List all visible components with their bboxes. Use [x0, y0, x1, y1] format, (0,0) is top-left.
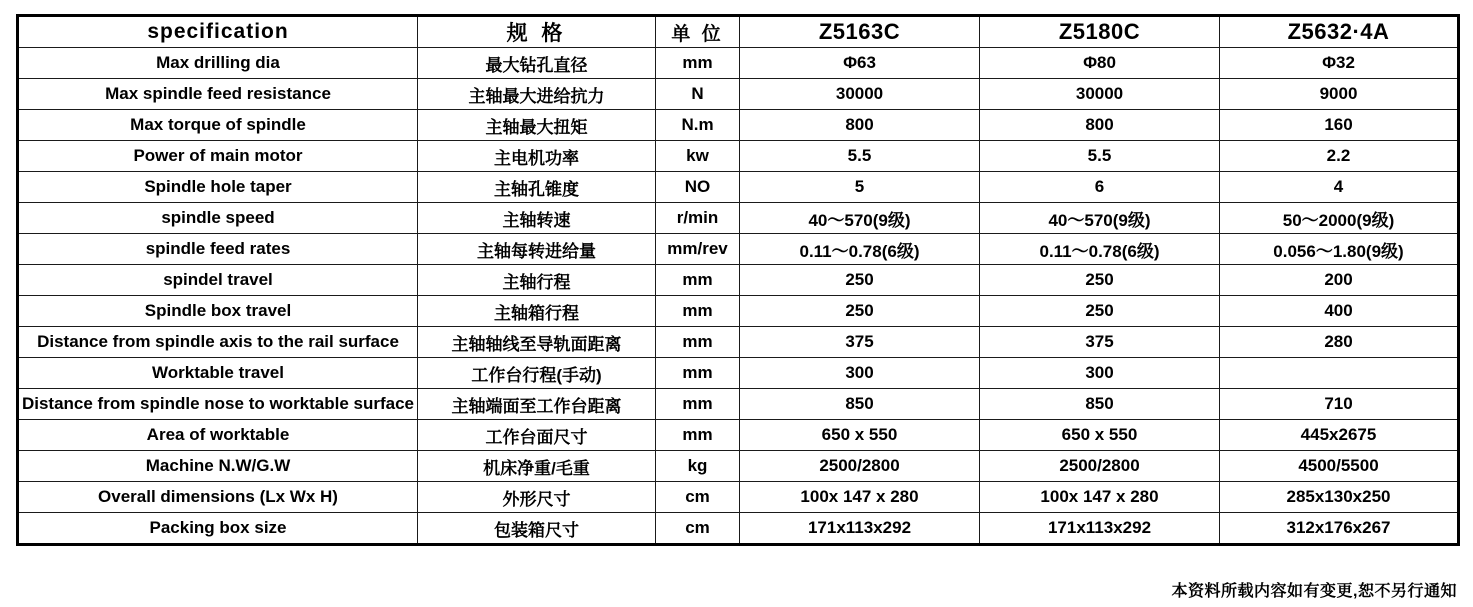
row-label-en: spindle speed — [18, 203, 418, 234]
row-value-model-2: 0.11～0.78(6级) — [980, 234, 1220, 265]
row-value-model-3: 710 — [1220, 389, 1459, 420]
row-value-model-2: 250 — [980, 265, 1220, 296]
row-label-cn: 主轴轴线至导轨面距离 — [418, 327, 656, 358]
row-label-en: spindel travel — [18, 265, 418, 296]
row-unit: r/min — [656, 203, 740, 234]
row-value-model-1: 2500/2800 — [740, 451, 980, 482]
row-value-model-1: 375 — [740, 327, 980, 358]
row-unit: N.m — [656, 110, 740, 141]
row-label-cn: 包装箱尺寸 — [418, 513, 656, 545]
row-value-model-1: 0.11～0.78(6级) — [740, 234, 980, 265]
row-value-model-3: 50～2000(9级) — [1220, 203, 1459, 234]
row-value-model-3: 200 — [1220, 265, 1459, 296]
row-value-model-3: 285x130x250 — [1220, 482, 1459, 513]
row-value-model-3: 312x176x267 — [1220, 513, 1459, 545]
row-label-cn: 最大钻孔直径 — [418, 48, 656, 79]
table-row — [18, 48, 1459, 79]
row-unit: mm — [656, 296, 740, 327]
row-label-en: Machine N.W/G.W — [18, 451, 418, 482]
row-value-model-3: 280 — [1220, 327, 1459, 358]
row-label-en: Overall dimensions (Lx Wx H) — [18, 482, 418, 513]
row-value-model-3: 4 — [1220, 172, 1459, 203]
row-label-en: Max drilling dia — [18, 48, 418, 79]
row-unit: N — [656, 79, 740, 110]
row-value-model-1: 250 — [740, 265, 980, 296]
row-value-model-1: 30000 — [740, 79, 980, 110]
row-value-model-1: 250 — [740, 296, 980, 327]
row-label-en: Power of main motor — [18, 141, 418, 172]
row-value-model-2: 2500/2800 — [980, 451, 1220, 482]
specification-table — [16, 14, 1460, 546]
table-row — [18, 513, 1459, 545]
row-value-model-3: 445x2675 — [1220, 420, 1459, 451]
table-row — [18, 451, 1459, 482]
row-label-cn: 工作台行程(手动) — [418, 358, 656, 389]
row-value-model-2: 375 — [980, 327, 1220, 358]
row-value-model-2: 100x 147 x 280 — [980, 482, 1220, 513]
table-row — [18, 265, 1459, 296]
row-label-cn: 外形尺寸 — [418, 482, 656, 513]
row-value-model-2: 650 x 550 — [980, 420, 1220, 451]
row-label-cn: 主轴箱行程 — [418, 296, 656, 327]
table-row — [18, 234, 1459, 265]
row-value-model-2: 800 — [980, 110, 1220, 141]
row-label-en: spindle feed rates — [18, 234, 418, 265]
row-value-model-2: 171x113x292 — [980, 513, 1220, 545]
row-unit: cm — [656, 513, 740, 545]
header-row — [18, 16, 1459, 48]
row-label-cn: 主电机功率 — [418, 141, 656, 172]
table-row — [18, 79, 1459, 110]
row-value-model-3: Φ32 — [1220, 48, 1459, 79]
row-label-cn: 机床净重/毛重 — [418, 451, 656, 482]
table-row — [18, 420, 1459, 451]
column-header-specification-cn: 规 格 — [418, 16, 656, 48]
table-row — [18, 296, 1459, 327]
row-label-en: Distance from spindle axis to the rail surface — [18, 327, 418, 358]
table-row — [18, 141, 1459, 172]
table-row — [18, 358, 1459, 389]
table-row — [18, 327, 1459, 358]
row-unit: cm — [656, 482, 740, 513]
row-label-en: Area of worktable — [18, 420, 418, 451]
row-unit: mm — [656, 265, 740, 296]
row-value-model-1: 650 x 550 — [740, 420, 980, 451]
row-value-model-3: 4500/5500 — [1220, 451, 1459, 482]
row-label-cn: 主轴每转进给量 — [418, 234, 656, 265]
row-value-model-1: 100x 147 x 280 — [740, 482, 980, 513]
row-value-model-1: 5 — [740, 172, 980, 203]
row-label-en: Max torque of spindle — [18, 110, 418, 141]
table-body — [18, 48, 1459, 545]
row-value-model-2: 6 — [980, 172, 1220, 203]
row-label-cn: 主轴转速 — [418, 203, 656, 234]
row-unit: mm — [656, 358, 740, 389]
row-unit: mm/rev — [656, 234, 740, 265]
row-value-model-3: 400 — [1220, 296, 1459, 327]
row-value-model-1: Φ63 — [740, 48, 980, 79]
row-value-model-2: 250 — [980, 296, 1220, 327]
row-label-cn: 主轴行程 — [418, 265, 656, 296]
row-unit: mm — [656, 48, 740, 79]
column-header-specification-en: specification — [18, 16, 418, 48]
row-label-cn: 主轴端面至工作台距离 — [418, 389, 656, 420]
row-value-model-2: 850 — [980, 389, 1220, 420]
row-label-cn: 主轴最大进给抗力 — [418, 79, 656, 110]
row-value-model-1: 800 — [740, 110, 980, 141]
table-row — [18, 172, 1459, 203]
row-label-cn: 主轴孔锥度 — [418, 172, 656, 203]
row-value-model-1: 40～570(9级) — [740, 203, 980, 234]
footnote-text: 本资料所载内容如有变更,恕不另行通知 — [1171, 583, 1457, 600]
row-label-cn: 主轴最大扭矩 — [418, 110, 656, 141]
row-label-en: Spindle hole taper — [18, 172, 418, 203]
row-unit: kw — [656, 141, 740, 172]
row-value-model-3: 0.056～1.80(9级) — [1220, 234, 1459, 265]
row-value-model-1: 850 — [740, 389, 980, 420]
row-value-model-2: 40～570(9级) — [980, 203, 1220, 234]
row-unit: mm — [656, 420, 740, 451]
table-row — [18, 389, 1459, 420]
table-row — [18, 203, 1459, 234]
row-value-model-2: 30000 — [980, 79, 1220, 110]
row-unit: NO — [656, 172, 740, 203]
table-row — [18, 482, 1459, 513]
row-label-en: Distance from spindle nose to worktable surface — [18, 389, 418, 420]
column-header-model-1: Z5163C — [740, 16, 980, 48]
row-label-en: Packing box size — [18, 513, 418, 545]
table-row — [18, 110, 1459, 141]
row-unit: mm — [656, 327, 740, 358]
row-value-model-3: 2.2 — [1220, 141, 1459, 172]
row-label-en: Max spindle feed resistance — [18, 79, 418, 110]
row-value-model-3: 160 — [1220, 110, 1459, 141]
row-value-model-1: 300 — [740, 358, 980, 389]
row-value-model-3 — [1220, 358, 1459, 389]
row-label-cn: 工作台面尺寸 — [418, 420, 656, 451]
row-label-en: Spindle box travel — [18, 296, 418, 327]
row-value-model-2: 5.5 — [980, 141, 1220, 172]
column-header-model-2: Z5180C — [980, 16, 1220, 48]
row-value-model-1: 5.5 — [740, 141, 980, 172]
row-value-model-3: 9000 — [1220, 79, 1459, 110]
row-value-model-2: Φ80 — [980, 48, 1220, 79]
row-value-model-1: 171x113x292 — [740, 513, 980, 545]
row-label-en: Worktable travel — [18, 358, 418, 389]
column-header-model-3: Z5632·4A — [1220, 16, 1459, 48]
column-header-unit: 单 位 — [656, 16, 740, 48]
table-header — [18, 16, 1459, 48]
row-unit: mm — [656, 389, 740, 420]
row-value-model-2: 300 — [980, 358, 1220, 389]
row-unit: kg — [656, 451, 740, 482]
